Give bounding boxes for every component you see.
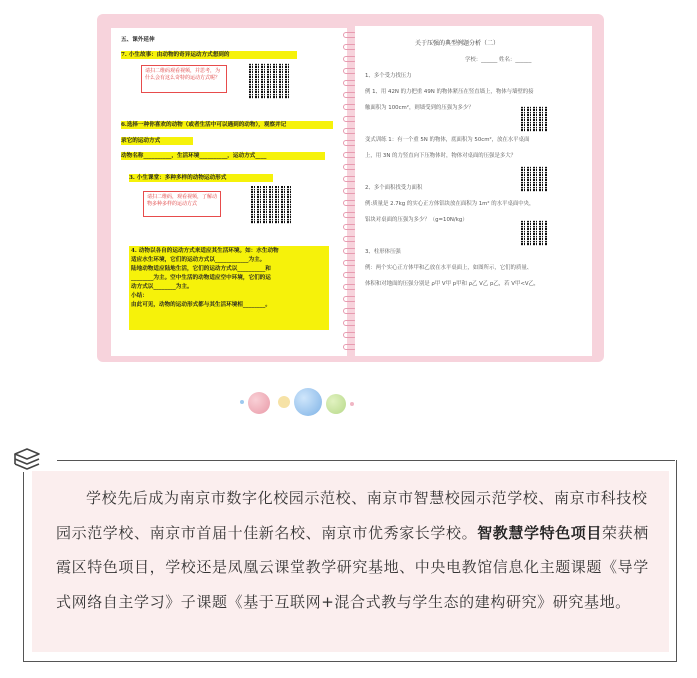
- example2-line2: 铝块对桌面的压强为多少？（g=10N/kg）: [365, 217, 468, 223]
- item3-note-box: 请扫二维码，观看视频，了解动物多种多样的运动方式: [143, 191, 221, 217]
- training1-line1: 变式训练 1：有一个重 5N 的物体，底面积为 50cm²，放在水平桌面: [365, 137, 530, 143]
- school-name-line: 学校：______ 姓名：______: [465, 57, 532, 63]
- item6-line2: 录它的运动方式: [121, 137, 193, 145]
- summary-text: 由此可见，动物的运动形式都与其生活环境相________。: [131, 302, 271, 308]
- section3-heading: 3、柱形体压强: [365, 249, 401, 255]
- qr-code-3: [521, 106, 547, 132]
- frame-bottom-rule: [23, 661, 677, 662]
- intro-text-part2: 荣获栖霞区特色项目，学校还是凤凰云课堂教学研究基地、中央电教馆信息化主题课题《导学式网络自主学习》子课题《基于互联网+混合式教与学生态的建构研究》研究基地。: [56, 523, 649, 611]
- item4-line5: 动方式以________为主。: [131, 284, 193, 290]
- example2-line1: 例:质量是 2.7kg 的实心正方体铝块放在面积为 1m² 的水平桌面中央，: [365, 201, 535, 207]
- section2-heading: 2、多个面积找受力面积: [365, 185, 423, 191]
- worksheet-notebook-image: [97, 14, 604, 362]
- frame-right-rule: [676, 460, 677, 662]
- training1-line2: 上，用 3N 的力竖直向下压物体时，物体对桌面的压强是多大？: [365, 153, 517, 159]
- item6-line3: 动物名称__________，生活环境__________，运动方式____: [121, 152, 325, 160]
- example1-line1: 例 1、用 42N 的力把重 49N 的物体紧压在竖直墙上，物体与墙壁的接: [365, 89, 534, 95]
- item6-line1: 6.选择一种你喜欢的动物（或者生活中可以遇到的动物），观察并记: [121, 121, 333, 129]
- left-worksheet-page: [111, 28, 347, 356]
- qr-code-4: [521, 166, 547, 192]
- summary-label: 小结：: [131, 293, 148, 299]
- right-page-title: 关于压强的典型例题分析（二）: [415, 40, 500, 47]
- item7-title: 7. 小生故事：由动物的奇异运动方式想到的: [121, 51, 297, 59]
- planets-decoration-icon: [238, 386, 358, 418]
- example3-line2: 体积和对地面的压强分别是 ρ甲 V甲 p甲和 ρ乙 V乙 p乙，若 V甲<V乙，: [365, 281, 540, 287]
- qr-code-1: [249, 63, 289, 99]
- item4-line1: 4. 动物以各自的运动方式来适应其生活环境。如：水生动物: [131, 248, 279, 254]
- item4-line4: ________为主。空中生活的动物适应空中环境，它们的运: [131, 275, 271, 281]
- item4-line3: 陆地动物适应陆地生活，它们的运动方式以__________和: [131, 266, 271, 272]
- frame-top-rule: [57, 460, 675, 461]
- item4-line2: 适应水生环境，它们的运动方式以____________为主。: [131, 257, 266, 263]
- book-stack-icon: [13, 446, 41, 472]
- section1-heading: 1、多个受力找压力: [365, 73, 412, 79]
- intro-text-box: [32, 471, 669, 652]
- item7-note-box: 请扫二维码观看视频，并思考，为什么会有这么奇特的运动方式呢？: [141, 65, 227, 93]
- qr-code-2: [251, 186, 293, 224]
- intro-paragraph: [56, 481, 656, 619]
- item3-title: 3. 小生课堂：多种多样的动物运动形式: [129, 174, 273, 182]
- frame-left-rule: [23, 472, 24, 662]
- intro-bold-text: 智教慧学特色项目: [477, 523, 603, 542]
- qr-code-5: [521, 220, 547, 246]
- right-worksheet-page: [355, 26, 592, 356]
- intro-text-part1: 学校先后成为南京市数字化校园示范校、南京市智慧校园示范学校、南京市科技校园示范学校、南京市首届十佳新名校、南京市优秀家长学校。: [56, 489, 648, 542]
- section-title: 五、课外延伸: [121, 37, 155, 43]
- example1-line2: 触面积为 100cm²，则墙受到的压强为多少？: [365, 105, 474, 111]
- example3-line1: 例：两个实心正方体甲和乙放在水平桌面上，如图所示，它们的质量、: [365, 265, 533, 271]
